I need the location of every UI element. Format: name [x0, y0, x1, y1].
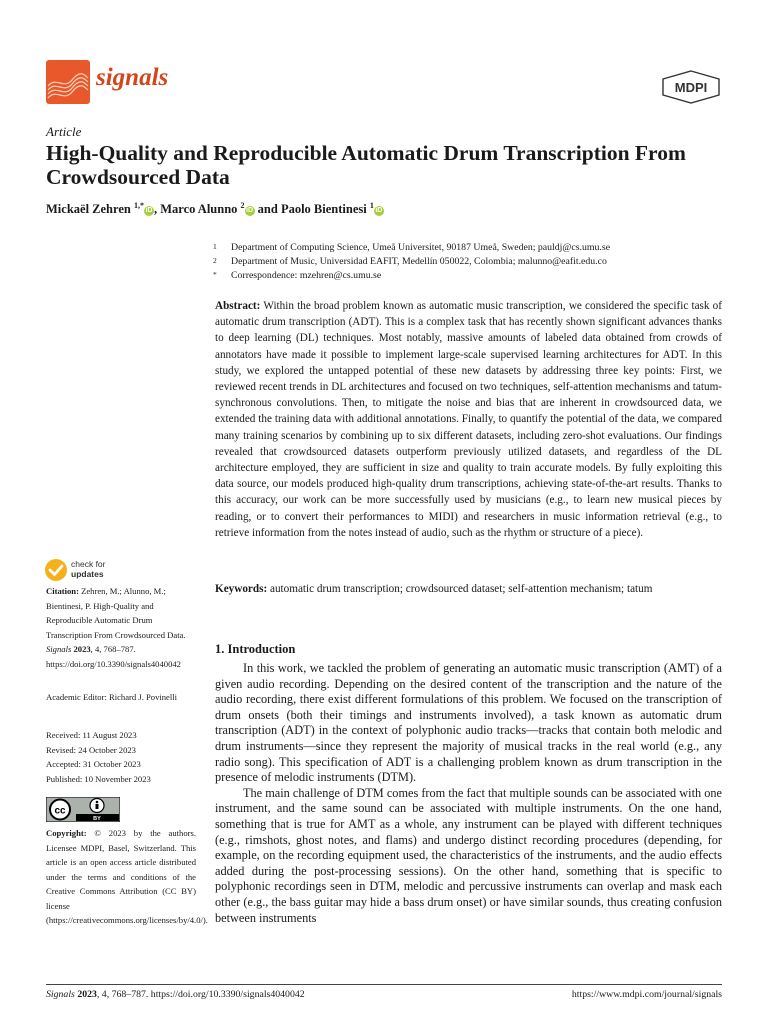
article-type: Article: [46, 124, 82, 139]
orcid-icon[interactable]: iD: [145, 207, 153, 215]
footer-divider: [46, 984, 722, 985]
author-list: Mickaël Zehren $^{1,*}$iD , Marco Alunno $^2$iD and Paolo Bientinesi $^1$iD: [46, 201, 383, 217]
author-sup: 1: [369, 201, 374, 210]
by-text: BY: [93, 816, 101, 822]
keywords: Keywords: automatic drum transcription; crowdsourced dataset; self-attention mechanism; tatum: [215, 583, 653, 595]
check-updates-badge[interactable]: check for updates: [44, 558, 130, 582]
journal-name: signals: [96, 64, 169, 91]
author-name: Paolo Bientinesi: [280, 202, 367, 217]
footer-url[interactable]: https://www.mdpi.com/journal/signals: [571, 989, 722, 1000]
date-published: Published: 10 November 2023: [46, 774, 151, 784]
mdpi-text: MDPI: [674, 80, 708, 95]
mdpi-logo: [660, 70, 722, 109]
author-name: Mickaël Zehren: [46, 202, 131, 217]
cc-text: cc: [54, 805, 66, 817]
footer-citation: Signals 2023, 4, 768–787. https://doi.org/10.3390/signals4040042: [46, 989, 305, 1000]
cc-by-license-icon[interactable]: [46, 797, 120, 822]
check-updates-icon: [44, 558, 68, 582]
author-sup: 2: [240, 201, 245, 210]
date-accepted: Accepted: 31 October 2023: [46, 759, 141, 769]
journal-logo: [46, 60, 90, 104]
paragraph: In this work, we tackled the problem of generating an automatic music transcription (AMT) of a given audio recording. Depending on the desired content of the transcription and the nature of the audio recording, there exist different formulations of this problem. We focused on the transcription of drum onsets (both their timings and instruments involved), a task known as automatic drum transcription (ADT) in the context of polyphonic audio tracks—tracks that contain both melodic and drum instruments—since they represent the majority of musical tracks in the real world (e.g., any radio song). This specification of ADT is a challenging problem known as drum transcription in the presence of melodic instruments (DTM).: [215, 661, 722, 785]
author-sup: 1,*: [133, 201, 144, 210]
academic-editor: Academic Editor: Richard J. Povinelli: [46, 692, 178, 702]
copyright-block: Copyright: © 2023 by the authors. Licensee MDPI, Basel, Switzerland. This article is an open access article distributed under the terms and conditions of the Creative Commons Attribution (CC BY) license (https://creativecommons.org/licenses/by/4.0/).: [46, 828, 208, 925]
paragraph: The main challenge of DTM comes from the fact that multiple sounds can be associated with one instrument, and the same sound can be associated with multiple instruments. On the one hand, something that is true for AMT as a whole, any instrument can be played with different techniques (e.g., rimshots, ghost notes, and flams) and undergo distinct recording procedures (depending, for example, on the recording equipment used, the characteristics of the instruments, and the audio effects added during the post-processing sessions). On the other hand, something that is specific to polyphonic recordings seen in DTM, melodic and percussive instruments can overlap and mask each other (e.g., the bass guitar may hide a bass drum onset) or have similar sounds, thus creating confusion between instruments: [215, 785, 722, 925]
section-heading: 1. Introduction: [215, 642, 296, 656]
abstract: Abstract: Within the broad problem known as automatic music transcription, we considered the specific task of automatic drum transcription (ADT). This is a complex task that has recently shown significant advances thanks to deep learning (DL) techniques. Most notably, massive amounts of labeled data obtained from crowds of annotators have made it possible to implement large-scale supervised learning architectures for ADT. In this study, we explored the untapped potential of these new datasets by addressing three key points: First, we reviewed recent trends in DL architectures and focused on two techniques, self-attention mechanisms and tatum-synchronous convolutions. Then, to mitigate the noise and bias that are inherent in crowdsourced data, we extended the training data with additional annotations. Finally, to quantify the potential of the data, we compared many training scenarios by combining up to six different datasets, including zero-shot evaluations. Our findings revealed that crowdsourced datasets outperform previously utilized datasets, and regardless of the DL architecture employed, they are sufficient in size and quality to train accurate models. By fully exploiting this data source, our models produced high-quality drum transcriptions, achieving state-of-the-art results. Thanks to this accuracy, our work can be more successfully used by musicians (e.g., to learn new musical pieces by reading, or to convert their performances to MIDI) and researchers in music information retrieval (e.g., to retrieve information from the notes instead of audio, such as the rhythm or structure of a piece).: [215, 300, 722, 539]
orcid-icon[interactable]: iD: [246, 207, 254, 215]
citation-block: Citation: Zehren, M.; Alunno, M.; Bientinesi, P. High-Quality and Reproducible Automatic Drum Transcription From Crowdsourced Data. Signals 2023, 4, 768–787. https://doi.org/10.3390/signals4040042: [46, 586, 186, 669]
date-revised: Revised: 24 October 2023: [46, 745, 136, 755]
date-received: Received: 11 August 2023: [46, 730, 137, 740]
paper-title: High-Quality and Reproducible Automatic Drum Transcription From Crowdsourced Data: [46, 141, 686, 189]
orcid-icon[interactable]: iD: [375, 207, 383, 215]
intro-body: [215, 661, 722, 926]
author-name: Marco Alunno: [160, 202, 238, 217]
